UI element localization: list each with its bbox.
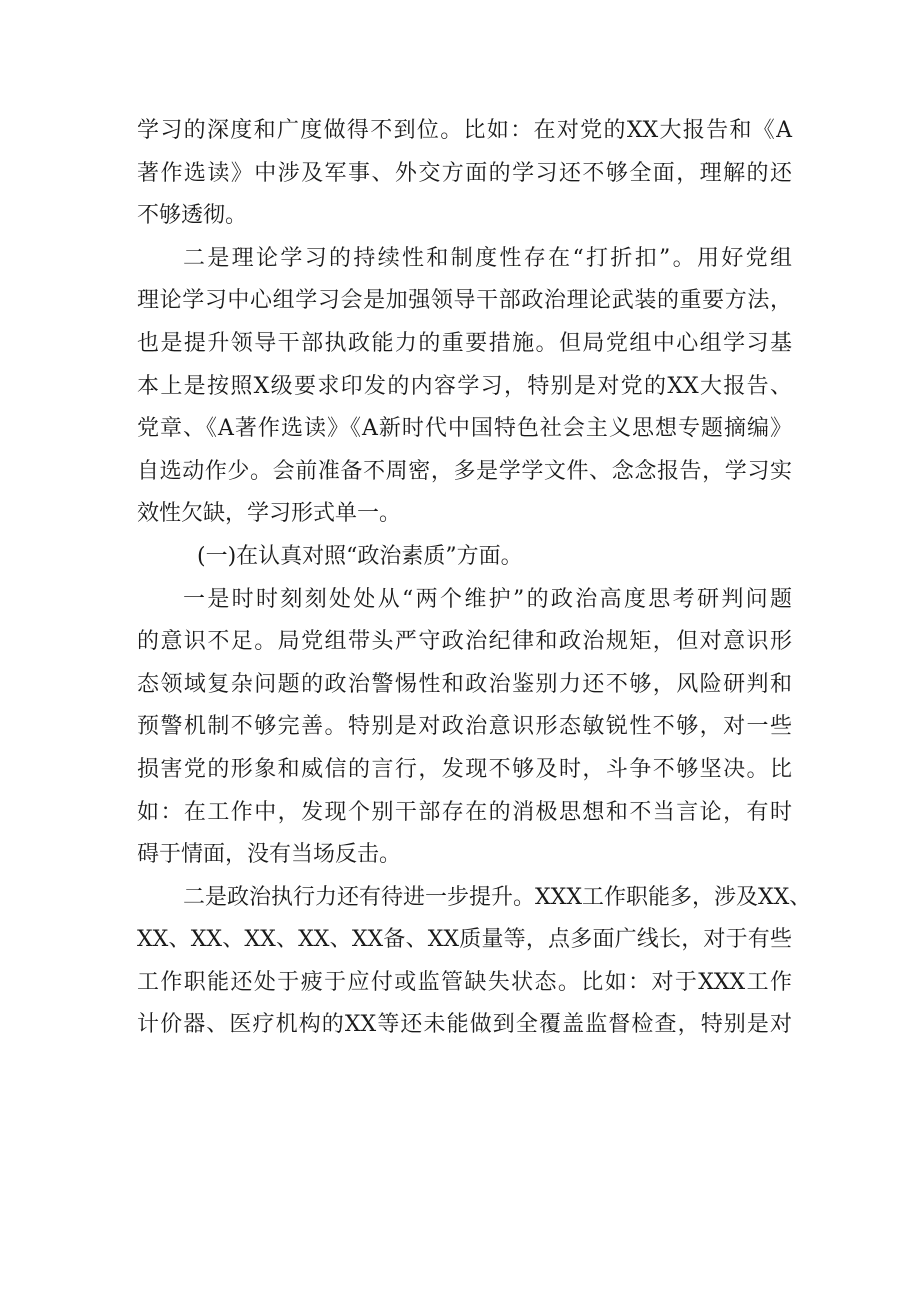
text-line: 工作职能还处于疲于应付或监管缺失状态。比如：对于XXX工作 — [137, 969, 792, 995]
text-line: 预警机制不够完善。特别是对政治意识形态敏锐性不够，对一些 — [137, 714, 792, 740]
text-line: 著作选读》中涉及军事、外交方面的学习还不够全面，理解的还 — [137, 160, 792, 186]
document-body — [137, 110, 812, 1047]
text-line: 如：在工作中，发现个别干部存在的消极思想和不当言论，有时 — [137, 799, 792, 825]
text-line: 也是提升领导干部执政能力的重要措施。但局党组中心组学习基 — [137, 330, 792, 356]
text-line: 碍于情面，没有当场反击。 — [137, 842, 402, 868]
text-line: 的意识不足。局党组带头严守政治纪律和政治规矩，但对意识形 — [137, 629, 792, 655]
text-line: 党章、《A著作选读》《A新时代中国特色社会主义思想专题摘编》 — [137, 416, 792, 442]
text-line: XX、XX、XX、XX、XX备、XX质量等，点多面广线长，对于有些 — [137, 927, 792, 953]
text-line: 本上是按照X级要求印发的内容学习，特别是对党的XX大报告、 — [137, 373, 792, 399]
text-line: 自选动作少。会前准备不周密，多是学学文件、念念报告，学习实 — [137, 458, 792, 484]
text-line: 学习的深度和广度做得不到位。比如：在对党的XX大报告和《A — [137, 118, 792, 143]
text-line: 二是理论学习的持续性和制度性存在“打折扣”。用好党组 — [183, 245, 792, 271]
section-heading: (一)在认真对照“政治素质”方面。 — [197, 543, 523, 569]
text-line: 效性欠缺，学习形式单一。 — [137, 501, 402, 527]
text-line: 计价器、医疗机构的XX等还未能做到全覆盖监督检查，特别是对 — [137, 1012, 792, 1038]
text-line: 一是时时刻刻处处从“两个维护”的政治高度思考研判问题 — [183, 586, 792, 612]
text-line: 不够透彻。 — [137, 203, 248, 229]
text-line: 理论学习中心组学习会是加强领导干部政治理论武装的重要方法， — [137, 288, 792, 314]
text-line: 损害党的形象和威信的言行，发现不够及时，斗争不够坚决。比 — [137, 756, 792, 782]
text-line: 二是政治执行力还有待进一步提升。XXX工作职能多，涉及XX、 — [183, 884, 812, 910]
text-line: 态领域复杂问题的政治警惕性和政治鉴别力还不够，风险研判和 — [137, 671, 792, 697]
